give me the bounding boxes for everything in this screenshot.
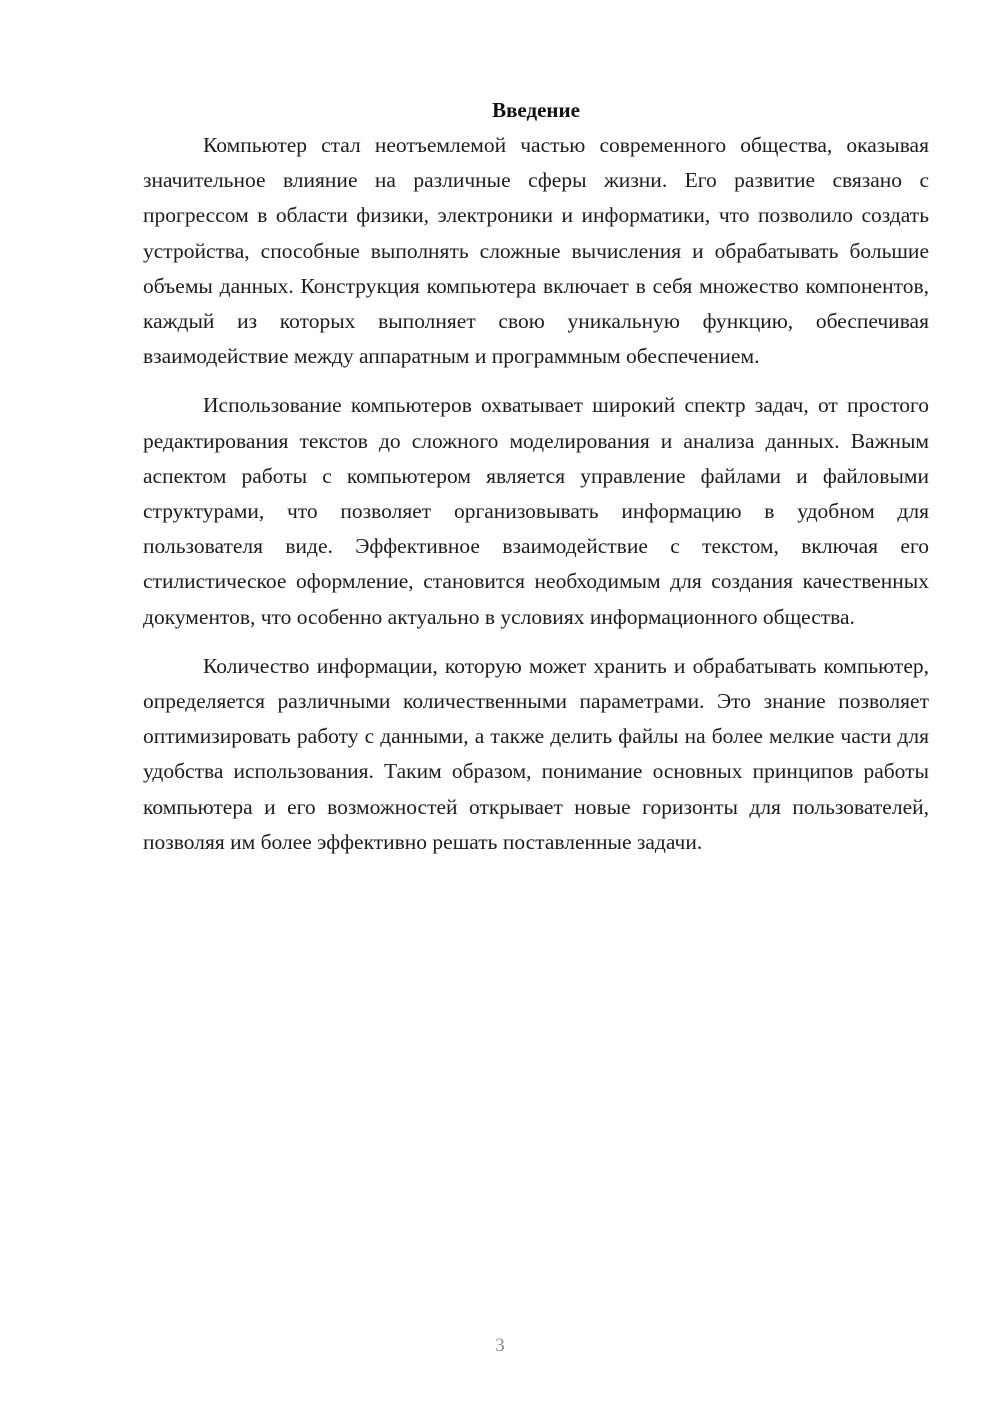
page-content [143, 94, 929, 874]
page-number: 3 [495, 1335, 505, 1356]
paragraph-2: Использование компьютеров охватывает широкий спектр задач, от простого редактирования текстов до сложного моделирования и анализа данных. Важным аспектом работы с компьютером является управление файлами и файловыми структурами, что позволяет организовывать информацию в удобном для пользователя виде. Эффективное взаимодействие с текстом, включая его стилистическое оформление, становится необходимым для создания качественных документов, что особенно актуально в условиях информационного общества. [143, 393, 929, 629]
paragraph-1: Компьютер стал неотъемлемой частью современного общества, оказывая значительное влияние на различные сферы жизни. Его развитие связано с прогрессом в области физики, электроники и информатики, что позволило создать устройства, способные выполнять сложные вычисления и обрабатывать большие объемы данных. Конструкция компьютера включает в себя множество компонентов, каждый из которых выполняет свою уникальную функцию, обеспечивая взаимодействие между аппаратным и программным обеспечением. [143, 133, 929, 369]
section-heading: Введение [492, 98, 580, 122]
paragraph-3: Количество информации, которую может хранить и обрабатывать компьютер, определяется различными количественными параметрами. Это знание позволяет оптимизировать работу с данными, а также делить файлы на более мелкие части для удобства использования. Таким образом, понимание основных принципов работы компьютера и его возможностей открывает новые горизонты для пользователей, позволяя им более эффективно решать поставленные задачи. [143, 653, 929, 854]
